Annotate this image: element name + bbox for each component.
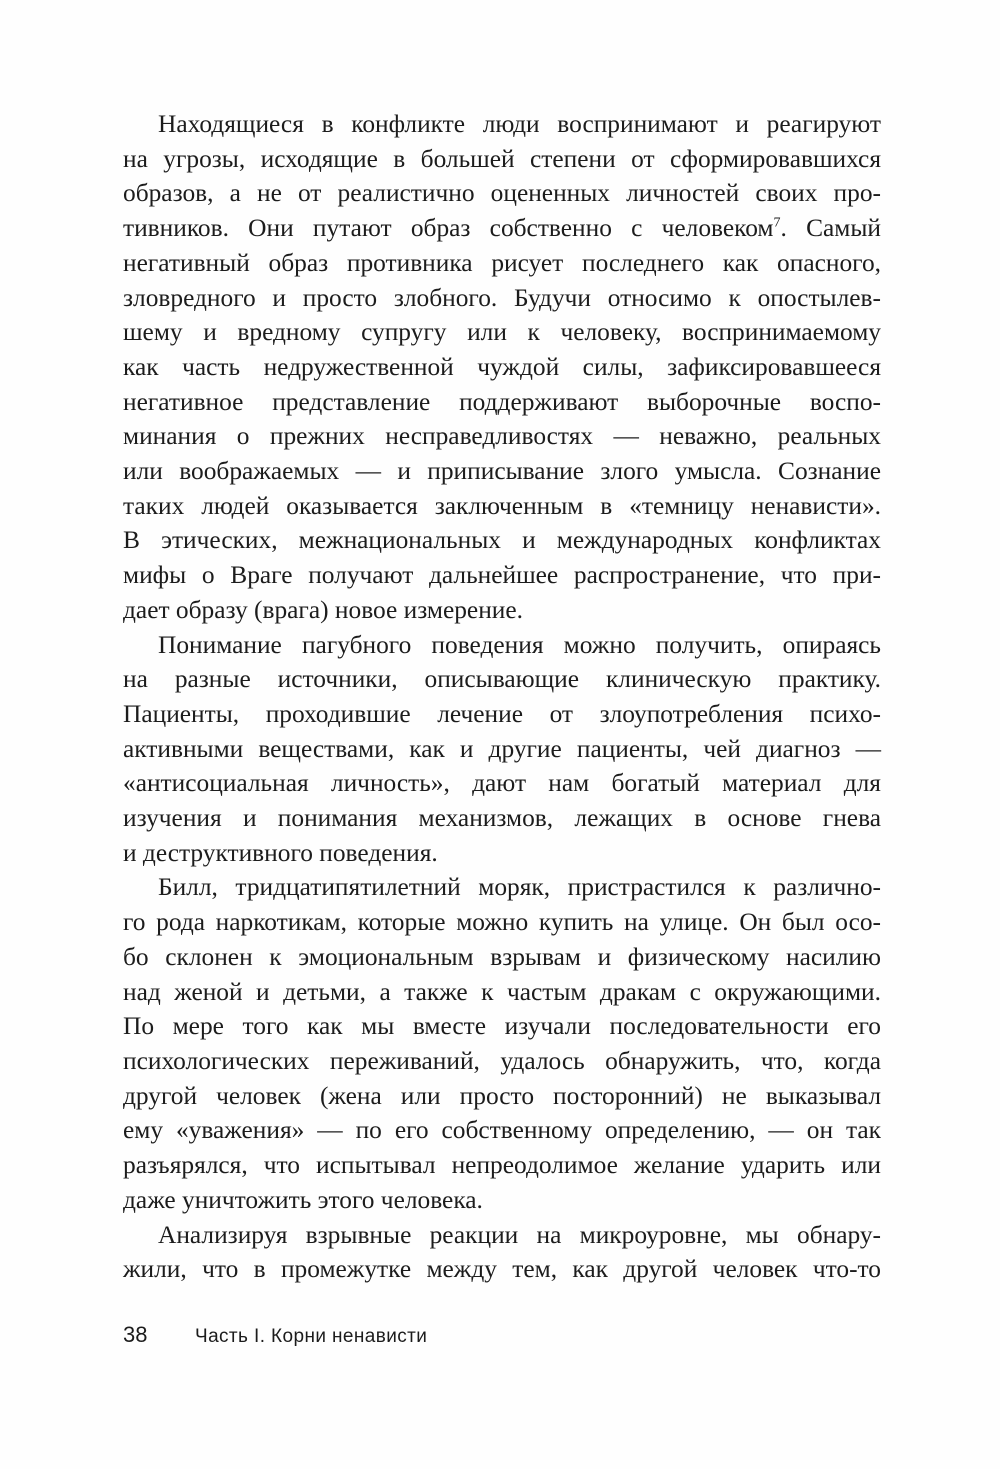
text-line: другой человек (жена или просто посторонний) не выказывал: [123, 1081, 881, 1110]
text-line: бо склонен к эмоциональным взрывам и физическому насилию: [123, 942, 881, 971]
page-number: 38: [123, 1322, 148, 1347]
text-segment: . Самый: [780, 214, 881, 243]
text-line: даже уничтожить этого человека.: [123, 1185, 483, 1214]
text-line: Анализируя взрывные реакции на микроуровне, мы обнару-: [158, 1220, 881, 1249]
text-line: образов, а не от реалистично оцененных личностей своих про-: [123, 179, 881, 208]
text-line: жили, что в промежутке между тем, как другой человек что-то: [123, 1255, 881, 1284]
text-line: или воображаемых — и приписывание злого умысла. Сознание: [123, 457, 881, 486]
text-line: на угрозы, исходящие в большей степени от сформировавшихся: [123, 144, 881, 173]
text-line: По мере того как мы вместе изучали последовательности его: [123, 1012, 881, 1041]
text-line: и деструктивного поведения.: [123, 838, 438, 867]
text-line: В этических, межнациональных и международных конфликтах: [123, 526, 881, 555]
text-line: Пациенты, проходившие лечение от злоупотребления психо-: [123, 699, 881, 728]
footnote-reference: 7: [773, 215, 781, 231]
text-line: негативный образ противника рисует последнего как опасного,: [123, 248, 881, 277]
page-footer: [123, 1322, 427, 1348]
text-line: дает образу (врага) новое измерение.: [123, 595, 523, 624]
text-line: разъярялся, что испытывал непреодолимое желание ударить или: [123, 1151, 881, 1180]
paragraph-2: [123, 628, 881, 871]
text-line: активными веществами, как и другие пациенты, чей диагноз —: [123, 734, 881, 763]
text-segment: тивников. Они путают образ собственно с человеком: [123, 214, 774, 243]
body-text: [123, 107, 881, 1287]
running-title: Часть I. Корни ненависти: [195, 1326, 428, 1347]
paragraph-3: [123, 870, 881, 1217]
text-line: негативное представление поддерживают выборочные воспо-: [123, 387, 881, 416]
text-line: Понимание пагубного поведения можно получить, опираясь: [158, 630, 881, 659]
text-line: Находящиеся в конфликте люди воспринимают и реагируют: [158, 110, 881, 138]
text-line: шему и вредному супругу или к человеку, воспринимаемому: [123, 318, 881, 347]
text-line: го рода наркотикам, которые можно купить на улице. Он был осо-: [123, 908, 881, 937]
text-line: над женой и детьми, а также к частым дракам с окружающими.: [123, 977, 881, 1006]
text-line: психологических переживаний, удалось обнаружить, что, когда: [123, 1046, 881, 1075]
text-line: изучения и понимания механизмов, лежащих в основе гнева: [123, 804, 881, 833]
text-line: мифы о Враге получают дальнейшее распространение, что при-: [123, 561, 881, 590]
text-line: как часть недружественной чуждой силы, зафиксировавшееся: [123, 352, 881, 381]
text-line: зловредного и просто злобного. Будучи относимо к опостылев-: [123, 283, 881, 312]
text-line: минания о прежних несправедливостях — неважно, реальных: [123, 422, 881, 451]
paragraph-1: [123, 107, 881, 628]
text-line-with-footnote: [123, 211, 881, 246]
text-line: «антисоциальная личность», дают нам богатый материал для: [123, 769, 881, 798]
paragraph-4: [123, 1218, 881, 1287]
text-line: ему «уважения» — по его собственному определению, — он так: [123, 1116, 881, 1145]
text-line: таких людей оказывается заключенным в «темницу ненависти».: [123, 491, 881, 520]
text-line: Билл, тридцатипятилетний моряк, пристрастился к различно-: [158, 873, 881, 902]
text-line: на разные источники, описывающие клиническую практику.: [123, 665, 881, 694]
